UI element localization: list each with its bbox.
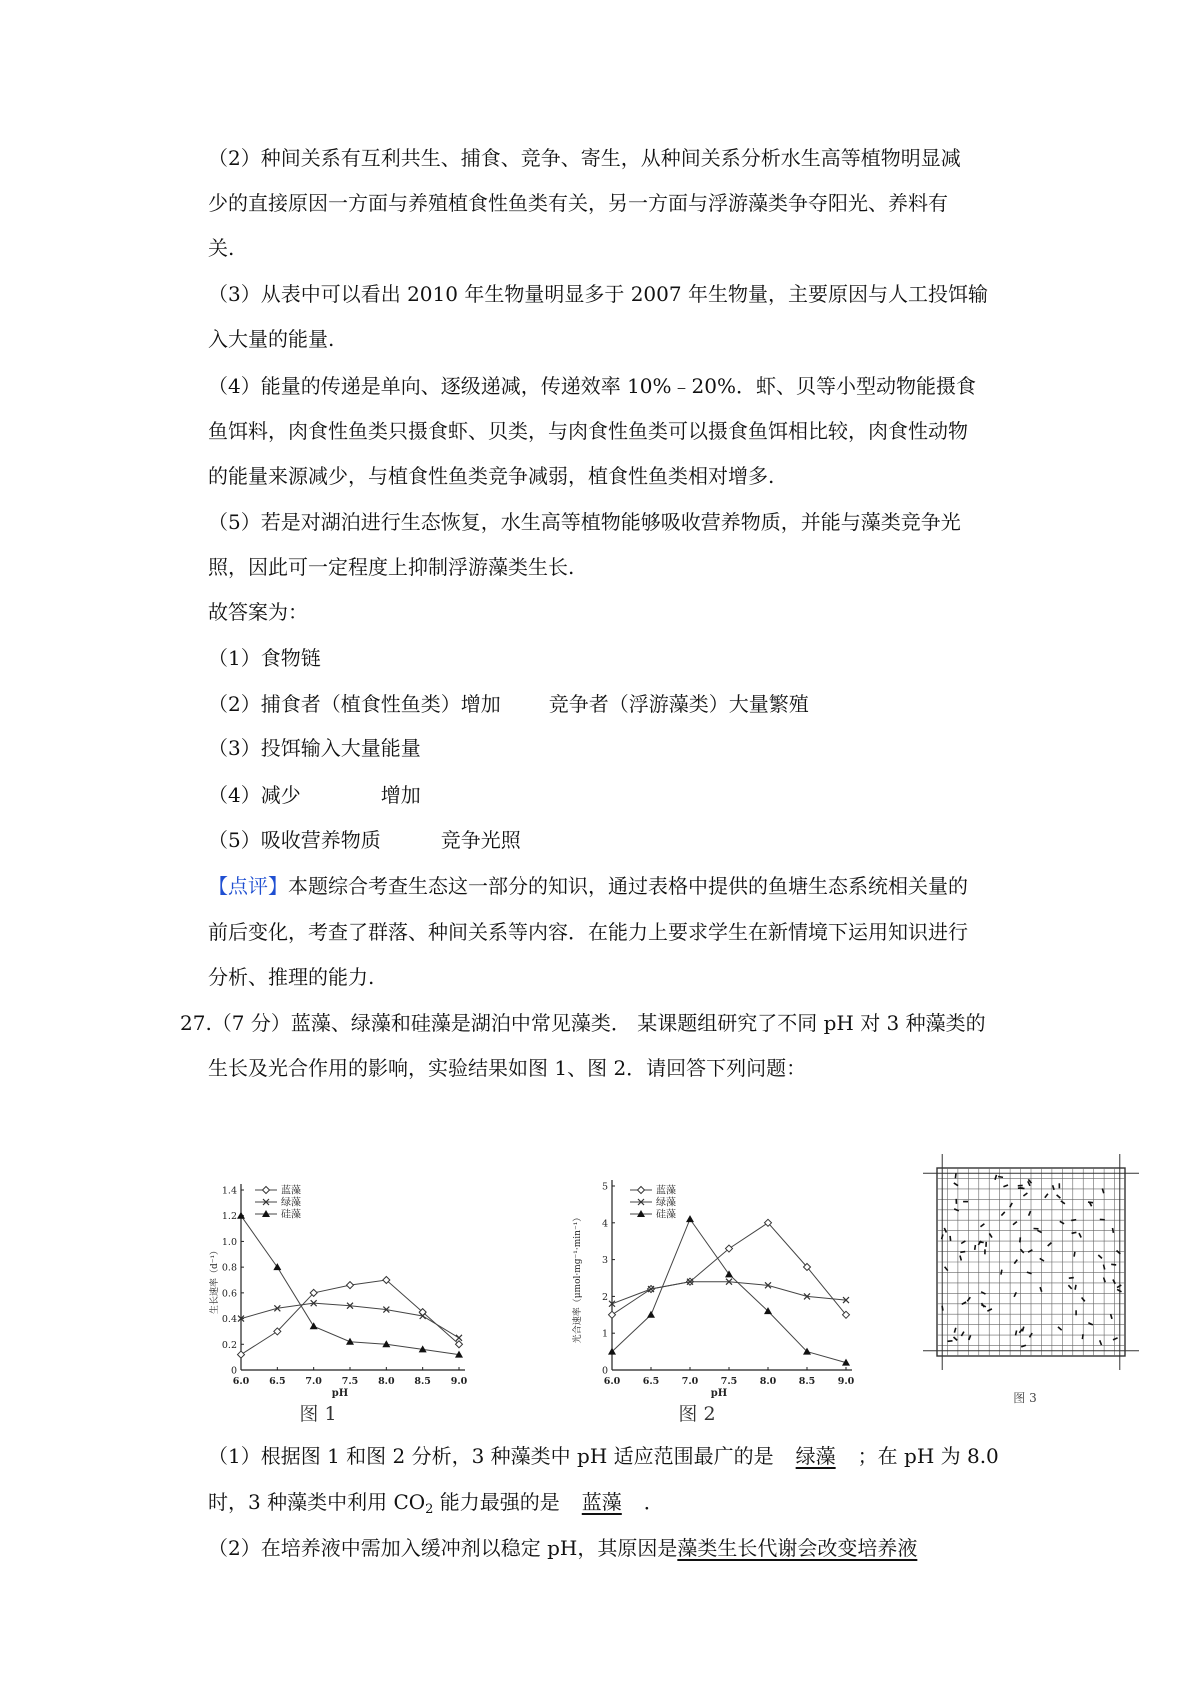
chart-2-legend-1-label: 绿藻: [656, 1197, 676, 1209]
chart-1-legend-2-label: 硅藻: [281, 1209, 301, 1221]
algae-cell: [1082, 1334, 1083, 1339]
algae-cell: [1072, 1232, 1077, 1233]
chart-1-y-tick-label: 0.6: [221, 1288, 237, 1300]
answer-2-left: （2）捕食者（植食性鱼类）增加: [208, 692, 501, 716]
algae-cell: [981, 1292, 985, 1294]
algae-cell: [1040, 1258, 1044, 1261]
answer-5-left: （5）吸收营养物质: [208, 828, 381, 852]
para-5-line-2: 照，因此可一定程度上抑制浮游藻类生长.: [208, 555, 575, 579]
sub-question-1-text-d: 能力最强的是: [433, 1490, 560, 1514]
para-3-line-1: （3）从表中可以看出 2010 年生物量明显多于 2007 年生物量，主要原因与人工投饵输: [208, 282, 988, 306]
answer-2: [208, 690, 809, 718]
algae-cell: [1069, 1278, 1074, 1279]
figure-2-photosynthesis-chart: [570, 1180, 870, 1425]
chart-1-series-2-point: [346, 1338, 354, 1345]
chart-2-x-tick-label: 8.5: [798, 1376, 816, 1387]
algae-cell: [1029, 1211, 1031, 1216]
algae-cell: [1098, 1255, 1102, 1258]
sub-question-1-line-1: [208, 1442, 999, 1470]
algae-cell: [950, 1236, 951, 1241]
algae-cell: [1014, 1260, 1017, 1264]
chart-1-series-0-point: [347, 1282, 354, 1289]
algae-cell: [960, 1252, 965, 1253]
algae-cell: [979, 1242, 984, 1243]
algae-cell: [1071, 1220, 1076, 1221]
sub-question-1-text-e: ．: [643, 1490, 664, 1514]
para-3-line-2: 入大量的能量.: [208, 327, 335, 351]
chart-1-y-tick-label: 0.8: [221, 1262, 237, 1274]
algae-cell: [1061, 1201, 1065, 1204]
algae-cell: [1113, 1338, 1118, 1340]
answer-4: [208, 781, 421, 809]
figure-3-counting-grid: [915, 1150, 1140, 1410]
algae-cell: [1003, 1185, 1008, 1187]
algae-cell: [1113, 1228, 1114, 1233]
answer-intro: 故答案为：: [208, 600, 308, 624]
algae-cell: [987, 1309, 992, 1311]
sub-question-1-text-b: ；在 pH 为 8.0: [857, 1444, 999, 1468]
comment-line-1: [208, 872, 968, 900]
para-4-line-1: （4）能量的传递是单向、逐级递减，传递效率 10%﹣20%．虾、贝等小型动物能摄食: [208, 374, 976, 398]
chart-1-y-tick-label: 0.2: [221, 1339, 237, 1351]
chart-1-series-1-point: [456, 1335, 462, 1341]
algae-cell: [1060, 1221, 1064, 1224]
algae-cell: [948, 1341, 953, 1342]
algae-cell: [1048, 1243, 1052, 1246]
algae-cell: [960, 1256, 961, 1261]
chart-1-series-2-point: [273, 1263, 281, 1270]
chart-1-y-tick-label: 1.2: [221, 1211, 237, 1223]
algae-cell: [1057, 1195, 1061, 1198]
sub-question-1-answer-2: 蓝藻: [581, 1490, 622, 1514]
algae-cell: [1014, 1292, 1016, 1297]
chart-1-x-tick-label: 7.5: [341, 1376, 359, 1387]
chart-2-series-0-point: [609, 1311, 616, 1318]
chart-2-x-tick-label: 7.5: [720, 1376, 738, 1387]
chart-2-y-tick-label: 4: [601, 1218, 608, 1230]
chart-1-title: 图 1: [299, 1403, 337, 1425]
algae-cell: [989, 1233, 992, 1237]
sub-question-2-answer: 藻类生长代谢会改变培养液: [677, 1536, 918, 1560]
para-4-line-3: 的能量来源减少，与植食性鱼类竞争减弱，植食性鱼类相对增多.: [208, 464, 775, 488]
algae-cell: [1102, 1189, 1104, 1194]
algae-cell: [1079, 1233, 1081, 1237]
chart-1-legend-0-marker: [263, 1187, 270, 1194]
answer-5: [208, 826, 521, 854]
chart-2-series-2-point: [647, 1311, 655, 1318]
algae-cell: [975, 1245, 976, 1250]
co2-subscript: 2: [425, 1502, 434, 1517]
chart-2-x-tick-label: 8.0: [759, 1376, 777, 1387]
answer-4-left: （4）减少: [208, 783, 301, 807]
algae-cell: [967, 1297, 970, 1301]
algae-cell: [1075, 1285, 1076, 1290]
answer-1: （1）食物链: [208, 646, 321, 670]
comment-line-3: 分析、推理的能力.: [208, 965, 375, 989]
answer-5-right: 竞争光照: [440, 828, 521, 852]
chart-2-y-tick-label: 2: [601, 1291, 608, 1303]
algae-cell: [1100, 1340, 1102, 1345]
algae-cell: [1117, 1285, 1121, 1288]
chart-2-x-tick-label: 7.0: [681, 1376, 699, 1387]
algae-cell: [1068, 1285, 1071, 1289]
chart-1-y-tick-label: 0.4: [221, 1314, 237, 1326]
chart-2-x-tick-label: 6.5: [642, 1376, 660, 1387]
algae-cell: [1058, 1327, 1062, 1330]
sub-question-2-text-a: （2）在培养液中需加入缓冲剂以稳定 pH，其原因是: [208, 1536, 678, 1560]
figure-1-growth-rate-chart: [205, 1180, 475, 1425]
algae-cell: [1104, 1265, 1105, 1270]
chart-2-series-1-line: [612, 1282, 846, 1304]
algae-cell: [1111, 1314, 1112, 1319]
algae-cell: [1020, 1249, 1023, 1253]
algae-cell: [1045, 1194, 1048, 1198]
para-5-line-1: （5）若是对湖泊进行生态恢复，水生高等植物能够吸收营养物质，并能与藻类竞争光: [208, 510, 961, 534]
algae-cell: [1001, 1212, 1004, 1216]
chart-2-legend-2-label: 硅藻: [656, 1209, 676, 1221]
chart-1-series-2-point: [237, 1212, 245, 1219]
algae-cell: [998, 1177, 1003, 1178]
sub-question-1-text-a: （1）根据图 1 和图 2 分析，3 种藻类中 pH 适应范围最广的是: [208, 1444, 774, 1468]
chart-1-series-0-point: [238, 1351, 245, 1358]
algae-cell: [1001, 1270, 1002, 1275]
chart-1-x-tick-label: 7.0: [305, 1376, 322, 1387]
algae-cell: [1053, 1185, 1055, 1190]
sub-question-1-answer-1: 绿藻: [795, 1444, 836, 1468]
chart-2-y-tick-label: 0: [601, 1365, 608, 1377]
answer-2-right: 竞争者（浮游藻类）大量繁殖: [548, 692, 809, 716]
chart-2-x-tick-label: 9.0: [837, 1376, 855, 1387]
algae-cell: [1020, 1237, 1021, 1242]
question-27-line-2: 生长及光合作用的影响，实验结果如图 1、图 2．请回答下列问题：: [208, 1056, 807, 1080]
para-2-line-2: 少的直接原因一方面与养殖植食性鱼类有关，另一方面与浮游藻类争夺阳光、养料有: [208, 191, 948, 215]
chart-2-series-0-line: [612, 1223, 846, 1315]
para-2-line-3: 关.: [208, 236, 235, 260]
chart-2-y-axis-label: 光合速率（μmol·mg⁻¹·min⁻¹）: [573, 1212, 583, 1344]
algae-cell: [954, 1183, 958, 1186]
comment-line-2: 前后变化，考查了群落、种间关系等内容．在能力上要求学生在新情境下运用知识进行: [208, 920, 968, 944]
figure-3-caption: 图 3: [1013, 1391, 1037, 1405]
algae-cell: [944, 1228, 946, 1233]
algae-cell: [995, 1175, 997, 1180]
chart-1-x-tick-label: 6.5: [269, 1376, 286, 1387]
chart-2-x-axis-label: pH: [710, 1388, 728, 1399]
sub-question-1-line-2: [208, 1488, 664, 1516]
para-2-line-1: （2）种间关系有互利共生、捕食、竞争、寄生，从种间关系分析水生高等植物明显减: [208, 146, 961, 170]
algae-cell: [1030, 1333, 1033, 1337]
chart-1-y-tick-label: 1.0: [221, 1236, 237, 1248]
algae-cell: [954, 1328, 955, 1333]
comment-tag: 【点评】: [208, 874, 288, 898]
chart-1-x-tick-label: 9.0: [450, 1376, 468, 1387]
chart-1-series-2-point: [310, 1322, 318, 1329]
chart-1-x-tick-label: 8.5: [414, 1376, 431, 1387]
chart-2-legend-0-label: 蓝藻: [656, 1185, 676, 1197]
chart-1-legend-0-label: 蓝藻: [281, 1185, 301, 1197]
chart-2-title: 图 2: [678, 1403, 716, 1425]
chart-2-series-2-point: [725, 1270, 733, 1277]
chart-1-series-1-line: [241, 1303, 459, 1338]
algae-cell: [1111, 1264, 1116, 1265]
sub-question-2-line-1: [208, 1534, 917, 1562]
chart-1-x-tick-label: 6.0: [232, 1376, 250, 1387]
chart-2-legend-0-marker: [638, 1187, 645, 1194]
algae-cell: [1016, 1331, 1017, 1336]
algae-cell: [955, 1173, 956, 1178]
algae-cell: [1013, 1222, 1017, 1225]
algae-cell: [954, 1337, 958, 1340]
algae-cell: [981, 1224, 985, 1227]
chart-1-y-tick-label: 1.4: [221, 1185, 237, 1197]
chart-1-y-axis-label: 生长速率（d⁻¹）: [210, 1245, 220, 1315]
algae-cell: [1117, 1289, 1121, 1291]
chart-1-legend-1-label: 绿藻: [281, 1197, 301, 1209]
sub-question-1-text-c: 时，3 种藻类中利用 CO: [208, 1490, 426, 1514]
chart-1-y-tick-label: 0: [230, 1365, 237, 1377]
chart-2-y-tick-label: 3: [601, 1255, 608, 1267]
comment-text-1: 本题综合考查生态这一部分的知识，通过表格中提供的鱼塘生态系统相关量的: [288, 874, 968, 898]
chart-2-y-tick-label: 5: [601, 1181, 608, 1193]
algae-cell: [1023, 1193, 1027, 1196]
answer-3: （3）投饵输入大量能量: [208, 736, 421, 760]
chart-2-series-2-point: [686, 1215, 694, 1222]
chart-1-x-axis-label: pH: [331, 1388, 349, 1399]
answer-4-right: 增加: [380, 783, 421, 807]
question-27-line-1: 27.（7 分）蓝藻、绿藻和硅藻是湖泊中常见藻类． 某课题组研究了不同 pH 对 3 种藻类的: [180, 1011, 986, 1035]
algae-cell: [942, 1306, 943, 1311]
chart-1-x-tick-label: 8.0: [378, 1376, 395, 1387]
chart-2-x-tick-label: 6.0: [603, 1376, 621, 1387]
algae-cell: [969, 1335, 971, 1340]
algae-cell: [1074, 1252, 1075, 1257]
chart-2-y-tick-label: 1: [601, 1328, 608, 1340]
para-4-line-2: 鱼饵料，肉食性鱼类只摄食虾、贝类，与肉食性鱼类可以摄食鱼饵相比较，肉食性动物: [208, 419, 968, 443]
